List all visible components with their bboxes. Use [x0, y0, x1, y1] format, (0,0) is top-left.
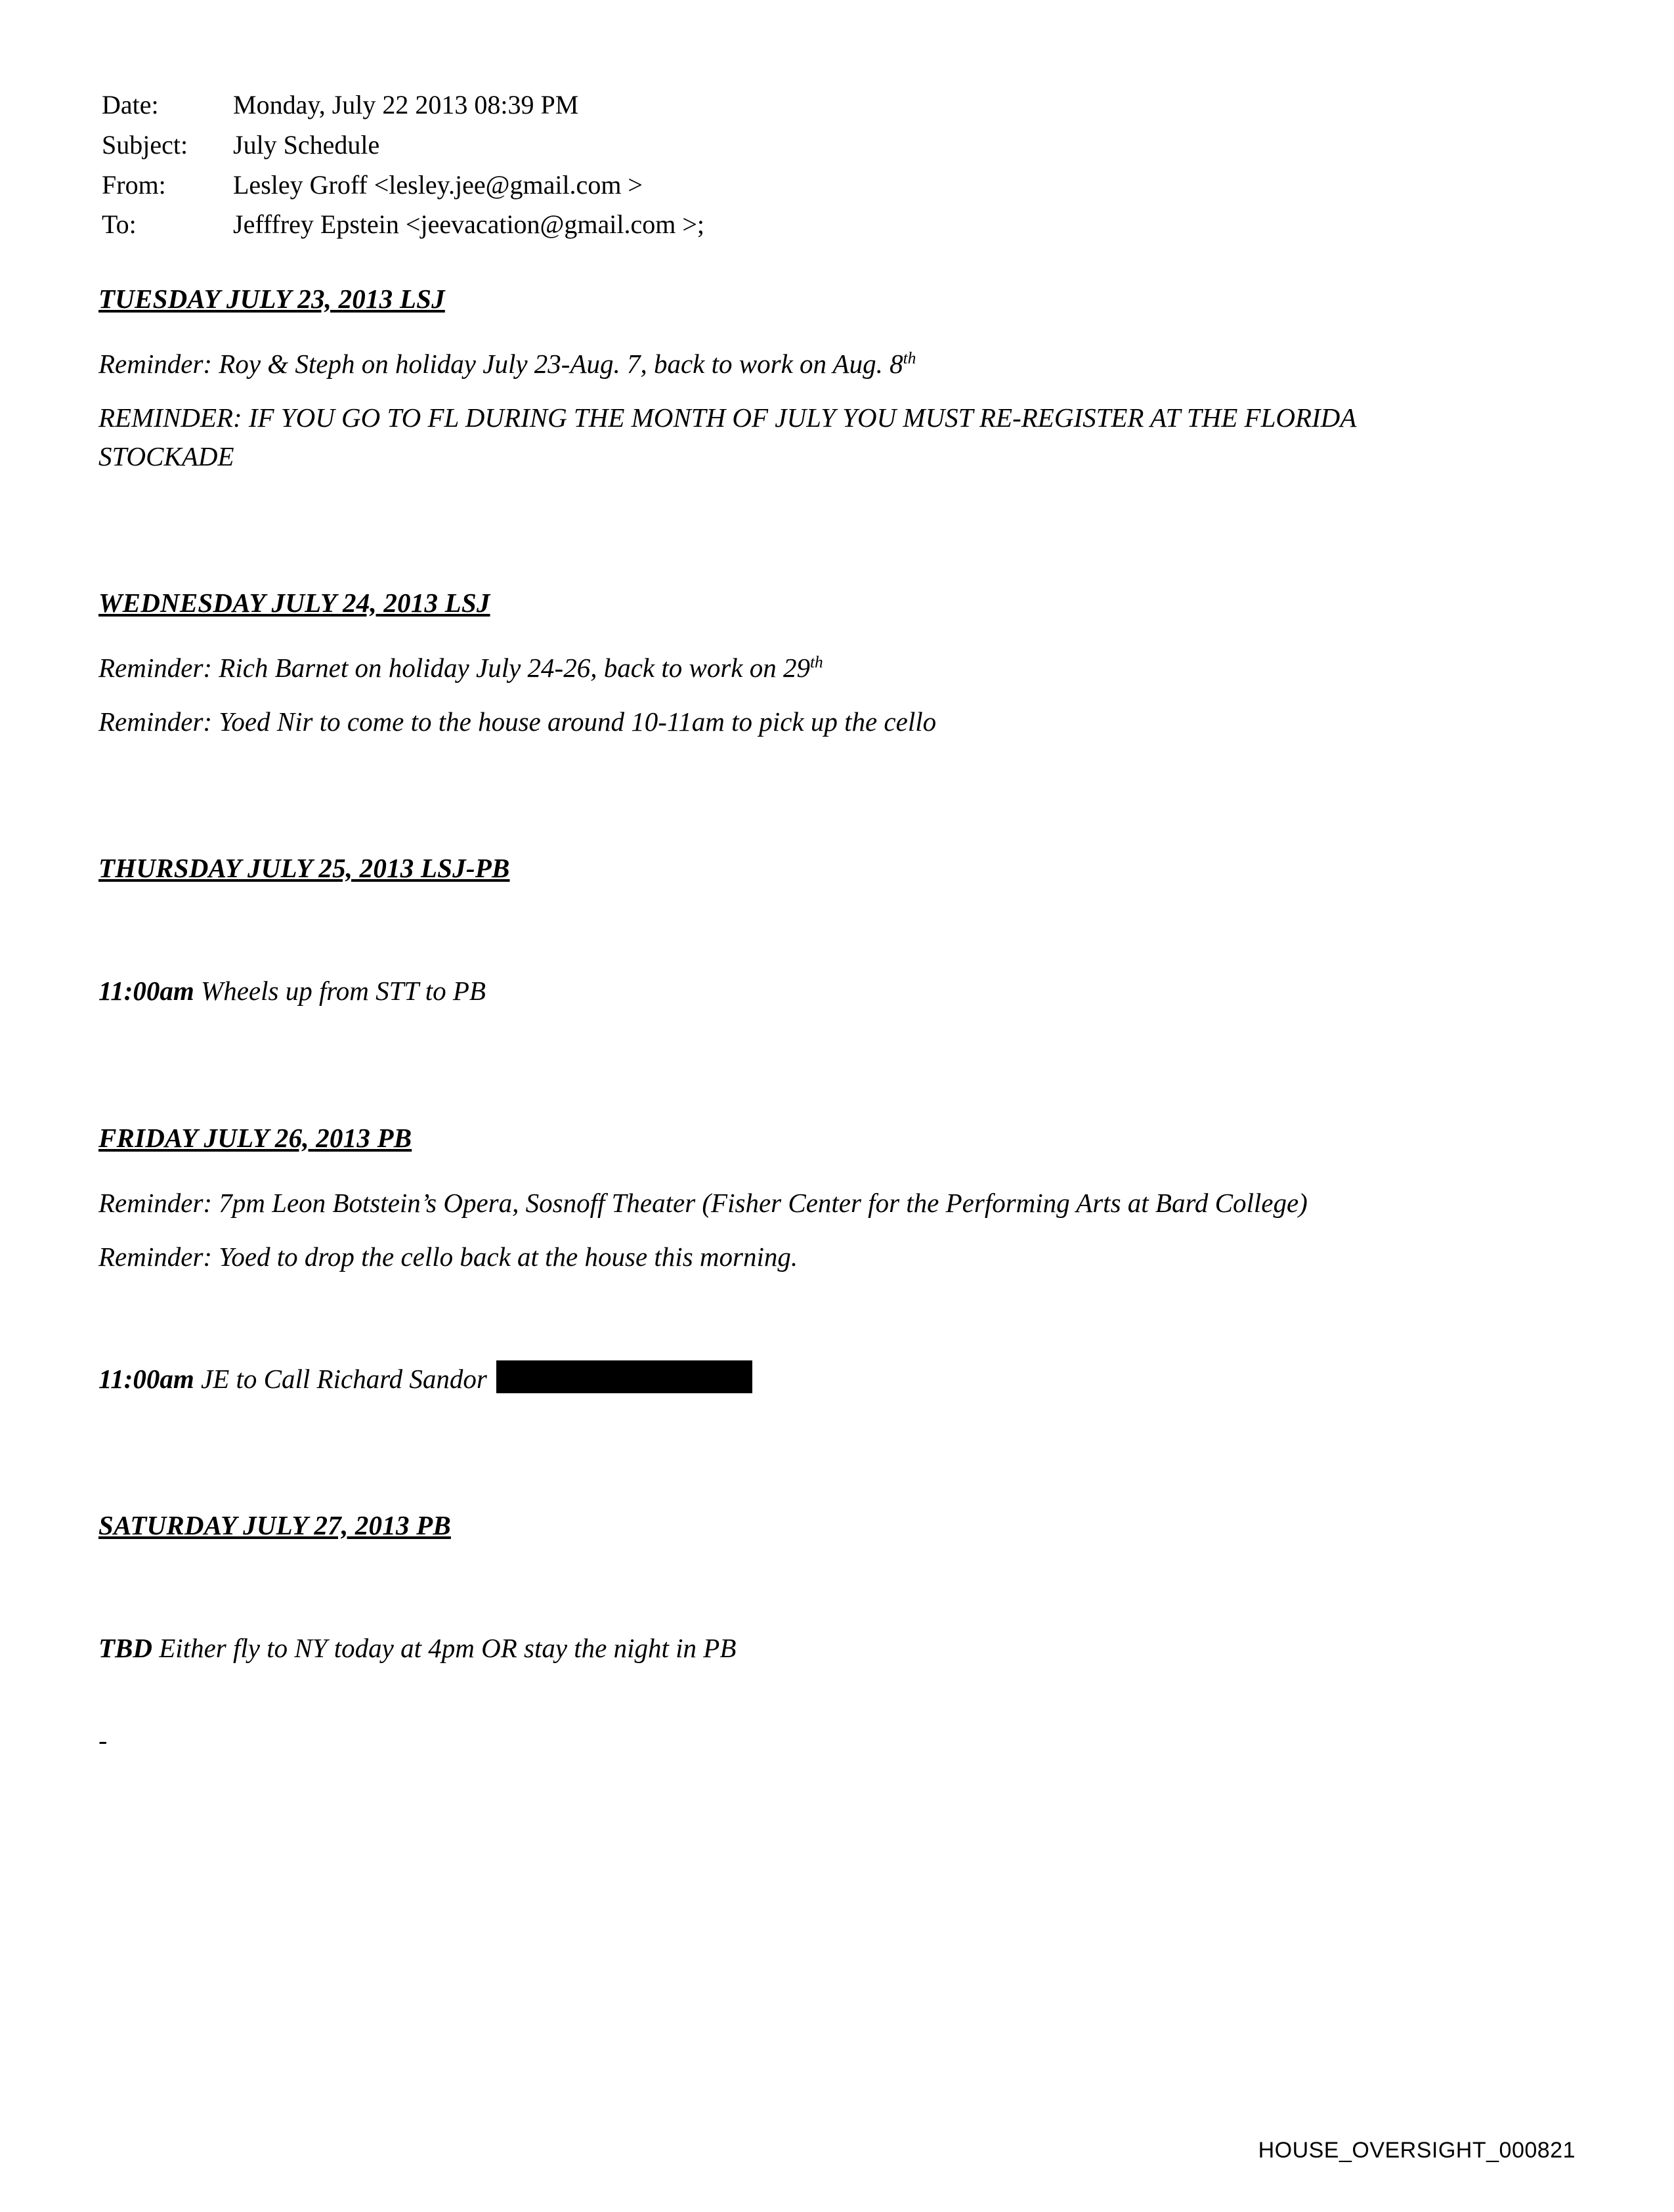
email-header-row-date: [102, 85, 1576, 125]
thursday-entry: [98, 972, 1576, 1010]
day-section-thursday: [98, 852, 1576, 888]
saturday-entry: [98, 1629, 1576, 1667]
thursday-entry-time: 11:00am: [98, 976, 194, 1007]
friday-entry-time: 11:00am: [98, 1363, 194, 1394]
date-value: Monday, July 22 2013 08:39 PM: [233, 90, 579, 119]
day-heading-thursday: THURSDAY JULY 25, 2013 LSJ-PB: [98, 853, 510, 884]
redaction-bar: [496, 1360, 752, 1393]
from-label: From:: [102, 169, 166, 200]
day-heading-wednesday: WEDNESDAY JULY 24, 2013 LSJ: [98, 587, 490, 618]
bates-stamp: HOUSE_OVERSIGHT_000821: [1258, 2138, 1576, 2163]
day-heading-tuesday: TUESDAY JULY 23, 2013 LSJ: [98, 284, 445, 314]
friday-reminder-1: Reminder: 7pm Leon Botstein’s Opera, Sosnoff Theater (Fisher Center for the Performing Arts at Bard College): [98, 1187, 1308, 1218]
subject-value: July Schedule: [233, 129, 380, 160]
wednesday-reminder-1-ordinal: th: [809, 653, 823, 672]
day-section-friday: [98, 1122, 1576, 1158]
day-heading-saturday: SATURDAY JULY 27, 2013 PB: [98, 1510, 451, 1541]
to-value: Jefffrey Epstein <jeevacation@gmail.com >;: [233, 209, 705, 240]
tuesday-reminder-1-text: Reminder: Roy & Steph on holiday July 23-Aug. 7, back to work on Aug. 8: [98, 349, 903, 380]
day-heading-friday: FRIDAY JULY 26, 2013 PB: [98, 1122, 412, 1153]
date-label: Date:: [102, 90, 159, 119]
day-section-tuesday: [98, 283, 1576, 318]
wednesday-reminder-2: Reminder: Yoed Nir to come to the house around 10-11am to pick up the cello: [98, 706, 937, 737]
friday-entry: [98, 1360, 1576, 1398]
email-header-row-to: [102, 205, 1576, 245]
trailing-dash: -: [98, 1725, 108, 1756]
to-label: To:: [102, 209, 137, 240]
day-section-saturday: [98, 1509, 1576, 1545]
friday-entry-text: JE to Call Richard Sandor: [201, 1363, 487, 1394]
friday-reminder-2: Reminder: Yoed to drop the cello back at the house this morning.: [98, 1241, 798, 1272]
day-section-wednesday: [98, 587, 1576, 622]
tuesday-reminder-1-ordinal: th: [903, 349, 916, 368]
saturday-entry-time: TBD: [98, 1633, 152, 1664]
email-header-row-subject: [102, 125, 1576, 165]
tuesday-reminder-1: [98, 345, 1431, 383]
wednesday-reminder-1-text: Reminder: Rich Barnet on holiday July 24-26, back to work on 29: [98, 652, 810, 683]
from-value: Lesley Groff <lesley.jee@gmail.com >: [233, 169, 643, 200]
saturday-entry-text: Either fly to NY today at 4pm OR stay the night in PB: [159, 1633, 737, 1664]
thursday-entry-text: Wheels up from STT to PB: [201, 976, 486, 1007]
subject-label: Subject:: [102, 129, 188, 160]
email-header-row-from: [102, 165, 1576, 206]
email-header: [102, 85, 1576, 245]
tuesday-reminder-2: REMINDER: IF YOU GO TO FL DURING THE MONTH OF JULY YOU MUST RE-REGISTER AT THE FLORIDA STOCKADE: [98, 402, 1356, 471]
wednesday-reminder-1: [98, 649, 1576, 687]
